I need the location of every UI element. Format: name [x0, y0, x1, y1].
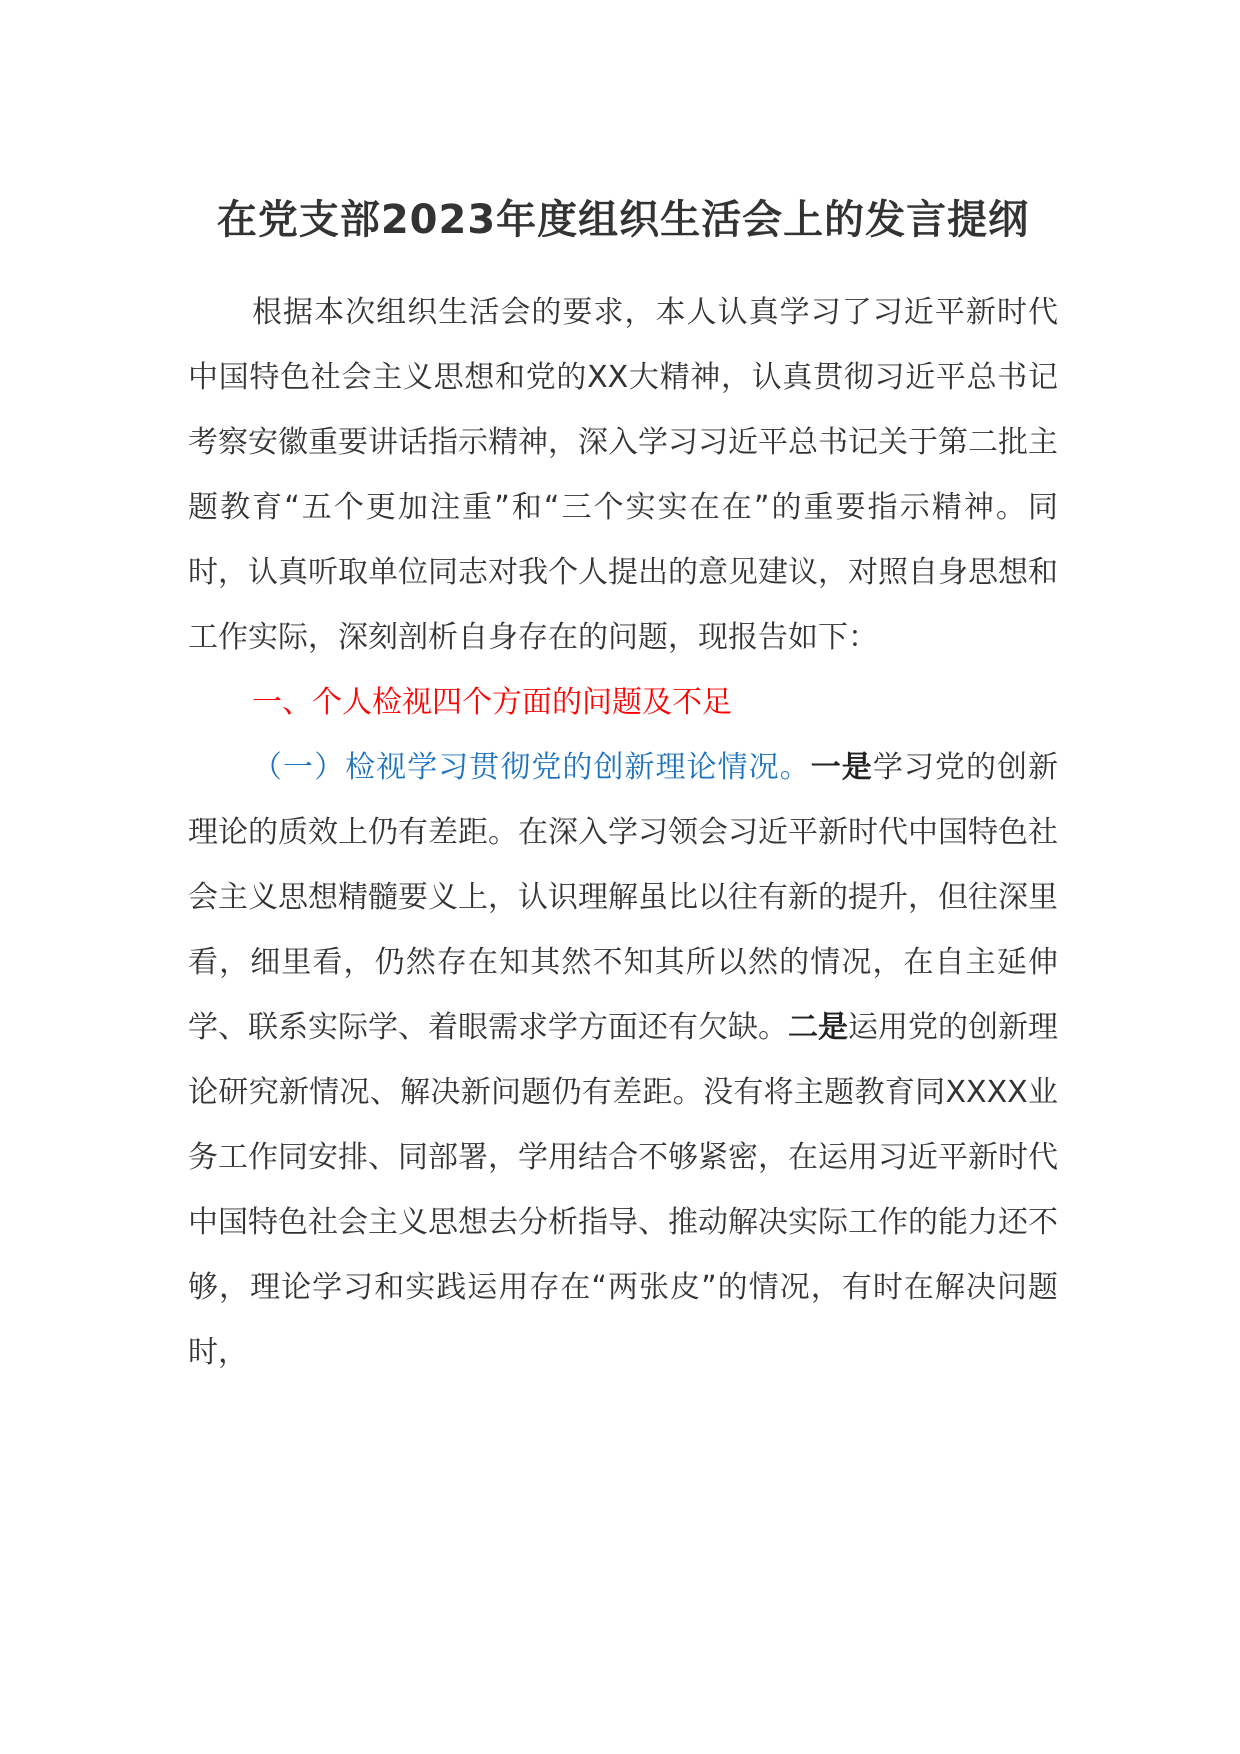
point-label: 一是 — [810, 750, 873, 785]
point-label: 二是 — [788, 1010, 848, 1045]
section-heading: 一、个人检视四个方面的问题及不足 — [252, 685, 732, 720]
subsection-heading: （一）检视学习贯彻党的创新理论情况。 — [252, 750, 811, 785]
point-text: 学习党的创新理论的质效上仍有差距。在深入学习领会习近平新时代中国特色社会主义思想精髓要义上，认识理解虽比以往有新的提升，但往深里看，细里看，仍然存在知其然不知其所以然的情况，在自主延伸学、联系实际学、着眼需求学方面还有欠缺。 — [188, 750, 1059, 1045]
document-page — [188, 190, 1058, 1385]
point-text: 运用党的创新理论研究新情况、解决新问题仍有差距。没有将主题教育同XXXX业务工作同安排、同部署，学用结合不够紧密，在运用习近平新时代中国特色社会主义思想去分析指导、推动解决实际工作的能力还不够，理论学习和实践运用存在“两张皮”的情况，有时在解决问题时， — [188, 1010, 1058, 1370]
intro-paragraph: 根据本次组织生活会的要求，本人认真学习了习近平新时代中国特色社会主义思想和党的XX大精神，认真贯彻习近平总书记考察安徽重要讲话指示精神，深入学习习近平总书记关于第二批主题教育“五个更加注重”和“三个实实在在”的重要指示精神。同时，认真听取单位同志对我个人提出的意见建议，对照自身思想和工作实际，深刻剖析自身存在的问题，现报告如下： — [188, 295, 1058, 655]
document-title: 在党支部2023年度组织生活会上的发言提纲 — [216, 197, 1030, 243]
subsection-paragraph — [188, 735, 1058, 1385]
